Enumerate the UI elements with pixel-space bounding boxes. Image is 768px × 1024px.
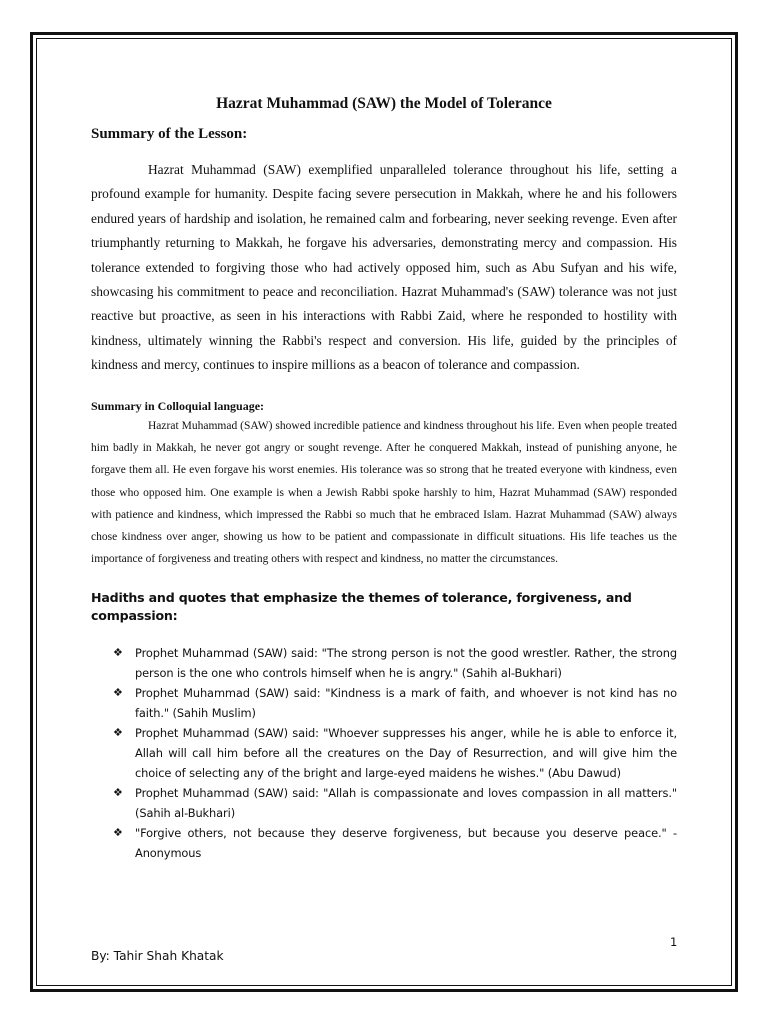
document-title: Hazrat Muhammad (SAW) the Model of Tolerance: [216, 95, 552, 112]
hadith-heading: Hadiths and quotes that emphasize the themes of tolerance, forgiveness, and compassion:: [91, 589, 632, 623]
hadith-text: Prophet Muhammad (SAW) said: "Whoever suppresses his anger, while he is able to enforce it, Allah will call him before all the creatures on the Day of Resurrection, and will give him the choice of selecting any of the bright and large-eyed maidens he wishes." (Abu Dawud): [135, 725, 677, 780]
summary-heading: Summary of the Lesson:: [91, 126, 248, 142]
diamond-bullet-icon: ❖: [113, 785, 123, 799]
diamond-bullet-icon: ❖: [113, 725, 123, 739]
diamond-bullet-icon: ❖: [113, 825, 123, 839]
list-item: [113, 823, 677, 863]
list-item: [113, 783, 677, 823]
author-footer: By: Tahir Shah Khatak: [91, 949, 224, 963]
colloquial-heading: Summary in Colloquial language:: [91, 398, 265, 413]
diamond-bullet-icon: ❖: [113, 645, 123, 659]
hadith-list: [91, 643, 677, 863]
diamond-bullet-icon: ❖: [113, 685, 123, 699]
hadith-text: Prophet Muhammad (SAW) said: "The strong person is not the good wrestler. Rather, the strong person is the one who controls himself when he is angry." (Sahih al-Bukhari): [135, 645, 677, 680]
hadith-text: "Forgive others, not because they deserve forgiveness, but because you deserve peace." - Anonymous: [135, 825, 677, 860]
list-item: [113, 643, 677, 683]
list-item: [113, 723, 677, 783]
hadith-text: Prophet Muhammad (SAW) said: "Allah is compassionate and loves compassion in all matters." (Sahih al-Bukhari): [135, 785, 677, 820]
colloquial-paragraph: Hazrat Muhammad (SAW) showed incredible patience and kindness throughout his life. Even when people treated him badly in Makkah, he never got angry or sought revenge. After he conquered Makkah, instead of punishing anyone, he forgave them all. He even forgave his worst enemies. His tolerance was so strong that he treated everyone with kindness, even those who opposed him. One example is when a Jewish Rabbi spoke harshly to him, Hazrat Muhammad (SAW) responded with patience and kindness, which impressed the Rabbi so much that he embraced Islam. Hazrat Muhammad (SAW) always chose kindness over anger, showing us how to be patient and compassionate in difficult situations. His life teaches us the importance of forgiveness and treating others with respect and kindness, no matter the circumstances.: [91, 419, 677, 566]
page-number: 1: [670, 935, 678, 949]
document-body: [91, 94, 677, 863]
hadith-text: Prophet Muhammad (SAW) said: "Kindness is a mark of faith, and whoever is not kind has no faith." (Sahih Muslim): [135, 685, 677, 720]
list-item: [113, 683, 677, 723]
summary-paragraph: Hazrat Muhammad (SAW) exemplified unparalleled tolerance throughout his life, setting a profound example for humanity. Despite facing severe persecution in Makkah, where he and his followers endured years of hardship and isolation, he remained calm and forbearing, never seeking revenge. Even after triumphantly returning to Makkah, he forgave his adversaries, demonstrating mercy and compassion. His tolerance extended to forgiving those who had actively opposed him, such as Abu Sufyan and his wife, showcasing his commitment to peace and reconciliation. Hazrat Muhammad's (SAW) tolerance was not just reactive but proactive, as seen in his interactions with Rabbi Zaid, where he responded to hostility with kindness, ultimately winning the Rabbi's respect and conversion. His life, guided by the principles of kindness and mercy, continues to inspire millions as a beacon of tolerance and compassion.: [91, 162, 677, 373]
